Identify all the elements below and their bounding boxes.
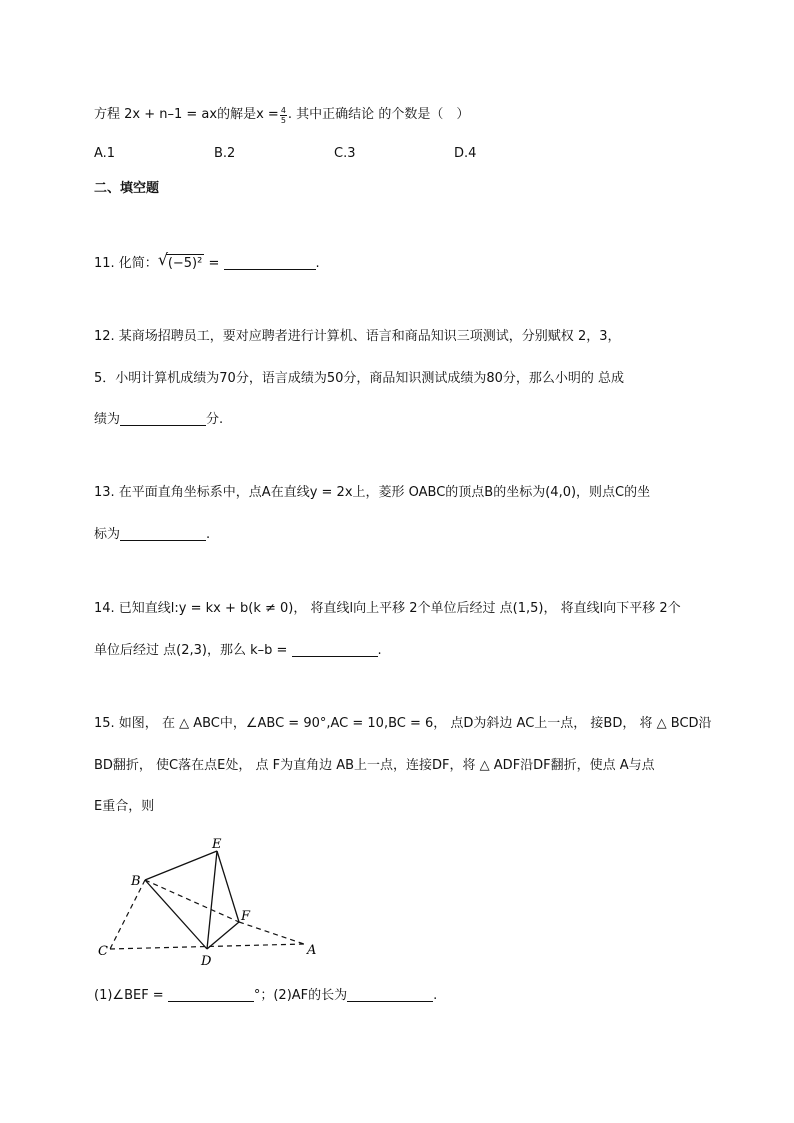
- q14-line2-prefix: 单位后经过 点(2,3)，那么 k–b =: [94, 643, 288, 658]
- q11-answer-blank[interactable]: [224, 255, 316, 270]
- choice-c: C.3: [334, 146, 356, 161]
- segment-df: [207, 922, 239, 949]
- label-a: A: [307, 943, 317, 958]
- q13-answer-blank[interactable]: [120, 526, 206, 541]
- segment-ef: [217, 851, 239, 922]
- q10-fraction: [280, 106, 287, 125]
- segment-bc-dashed: [110, 880, 145, 949]
- q15-line2: BD翻折， 使C落在点E处， 点 F为直角边 AB上一点，连接DF，将 △ ADF沿DF翻折，使点 A与点: [94, 758, 655, 773]
- choice-a: A.1: [94, 146, 116, 161]
- q10-frac-num: 4: [280, 106, 286, 115]
- q12-line3: [94, 411, 223, 429]
- choice-d: D.4: [454, 146, 477, 161]
- q11-prefix: 11. 化简：: [94, 256, 158, 271]
- q11-radicand: (−5)²: [167, 256, 203, 271]
- q11-end: .: [315, 256, 320, 271]
- q10-equation: 2x + n–1 = ax: [124, 107, 218, 122]
- q15-answer-end: .: [433, 988, 438, 1003]
- q11-line: [94, 250, 320, 273]
- q13-line2-suffix: .: [206, 527, 211, 542]
- q10-x-eq: x =: [256, 107, 279, 122]
- q15-answer-line: [94, 987, 437, 1005]
- q10-frac-den: 5: [280, 116, 286, 125]
- q15-line1: 15. 如图， 在 △ ABC中，∠ABC = 90°,AC = 10,BC = 6， 点D为斜边 AC上一点， 接BD， 将 △ BCD沿: [94, 716, 712, 731]
- q15-answer-mid: ；(2)AF的长为: [260, 988, 348, 1003]
- label-d: D: [201, 954, 212, 969]
- q12-line2: 5．小明计算机成绩为70分，语言成绩为50分，商品知识测试成绩为80分，那么小明的 总成: [94, 371, 625, 386]
- q15-line3: E重合，则: [94, 799, 155, 814]
- q15-answer-p1: (1)∠BEF =: [94, 988, 164, 1003]
- choice-b: B.2: [214, 146, 236, 161]
- label-f: F: [241, 909, 251, 924]
- section-heading: 二、填空题: [94, 181, 160, 196]
- q14-line1: 14. 已知直线l:y = kx + b(k ≠ 0)， 将直线l向上平移 2个单位后经过 点(1,5)， 将直线l向下平移 2个: [94, 601, 681, 616]
- segment-fa-dashed: [239, 922, 304, 944]
- q10-suffix: . 其中正确结论 的个数是（ ）: [287, 107, 470, 122]
- segment-ed: [207, 851, 217, 949]
- q14-answer-blank[interactable]: [292, 642, 378, 657]
- label-c: C: [98, 944, 108, 959]
- q13-line1: 13. 在平面直角坐标系中，点A在直线y = 2x上，菱形 OABC的顶点B的坐标为(4,0)，则点C的坐: [94, 485, 651, 500]
- geometry-figure: [90, 835, 330, 970]
- q14-line2: [94, 642, 382, 660]
- q11-eq: =: [204, 256, 220, 271]
- q12-line3-suffix: 分.: [206, 412, 224, 427]
- segment-bd: [145, 880, 207, 949]
- q10-prefix: 方程: [94, 107, 125, 122]
- q13-line2: [94, 526, 210, 544]
- q12-answer-blank[interactable]: [120, 411, 206, 426]
- q10-mid: 的解是: [217, 107, 257, 122]
- q10-tail-line: [94, 106, 469, 125]
- q15-answer1-blank[interactable]: [168, 987, 254, 1002]
- q12-line3-prefix: 绩为: [94, 412, 121, 427]
- radical-icon: √: [157, 250, 169, 269]
- q15-answer2-blank[interactable]: [347, 987, 433, 1002]
- q15-answer-deg: °: [253, 988, 261, 1003]
- label-b: B: [131, 874, 141, 889]
- q13-line2-prefix: 标为: [94, 527, 121, 542]
- sqrt-sign: [157, 250, 205, 273]
- segment-bf-dashed: [145, 880, 239, 922]
- q14-line2-suffix: .: [377, 643, 382, 658]
- segment-be: [145, 851, 217, 880]
- q12-line1: 12. 某商场招聘员工，要对应聘者进行计算机、语言和商品知识三项测试，分别赋权 2，3，: [94, 329, 621, 344]
- label-e: E: [212, 837, 222, 852]
